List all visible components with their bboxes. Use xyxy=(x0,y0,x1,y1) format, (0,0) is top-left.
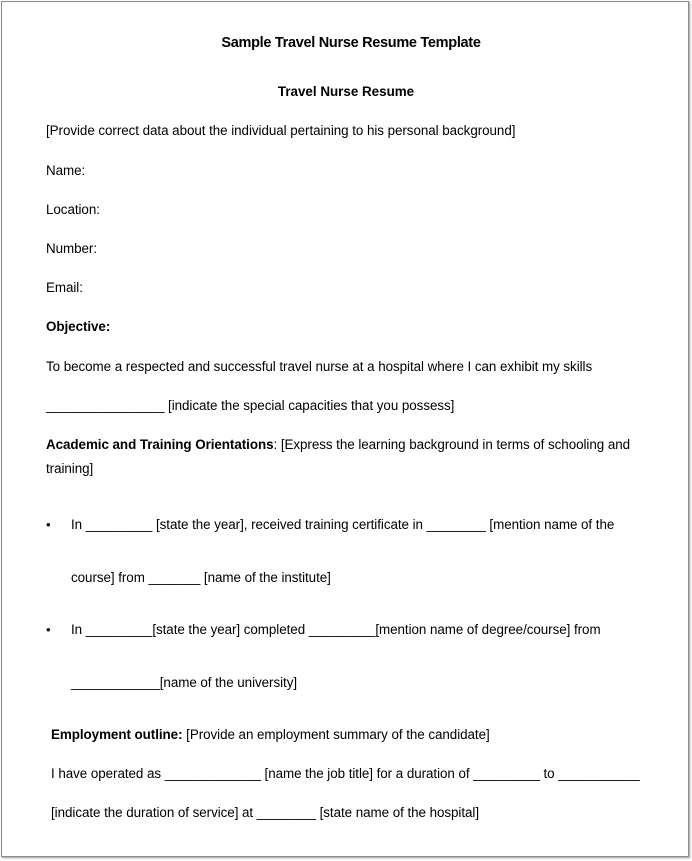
employment-line-1: I have operated as _____________ [name the job title] for a duration of _________ to ___________ xyxy=(51,766,640,781)
location-field-label: Location: xyxy=(46,202,100,217)
academic-bullet-1-line-1: In _________ [state the year], received training certificate in ________ [mention name of the xyxy=(71,517,615,532)
email-field-label: Email: xyxy=(46,280,83,295)
bullet-icon: • xyxy=(46,517,51,532)
academic-paragraph xyxy=(46,437,630,452)
objective-heading: Objective: xyxy=(46,319,111,334)
intro-text: [Provide correct data about the individual pertaining to his personal background] xyxy=(46,123,516,138)
objective-line-2: ________________ [indicate the special capacities that you possess] xyxy=(46,398,455,413)
name-field-label: Name: xyxy=(46,163,86,178)
academic-bullet-2-line-2: ____________[name of the university] xyxy=(71,675,298,690)
document-title: Sample Travel Nurse Resume Template xyxy=(221,35,481,51)
document-subtitle: Travel Nurse Resume xyxy=(277,84,415,99)
academic-heading: Academic and Training Orientations xyxy=(46,437,274,452)
employment-heading: Employment outline: xyxy=(51,727,183,742)
employment-line-2: [indicate the duration of service] at ________ [state name of the hospital] xyxy=(51,805,480,820)
objective-line-1: To become a respected and successful travel nurse at a hospital where I can exhibit my skills xyxy=(46,359,593,374)
document-page xyxy=(1,1,689,857)
employment-text: [Provide an employment summary of the candidate] xyxy=(182,727,490,742)
number-field-label: Number: xyxy=(46,241,97,256)
academic-bullet-1-line-2: course] from _______ [name of the institute] xyxy=(71,570,331,585)
bullet-icon: • xyxy=(46,622,51,637)
academic-text-1: : [Express the learning background in terms of schooling and xyxy=(273,437,631,452)
employment-paragraph xyxy=(51,727,490,742)
academic-text-2: training] xyxy=(46,461,94,476)
academic-bullet-2-line-1: In _________[state the year] completed _________[mention name of degree/course] from xyxy=(71,622,601,637)
